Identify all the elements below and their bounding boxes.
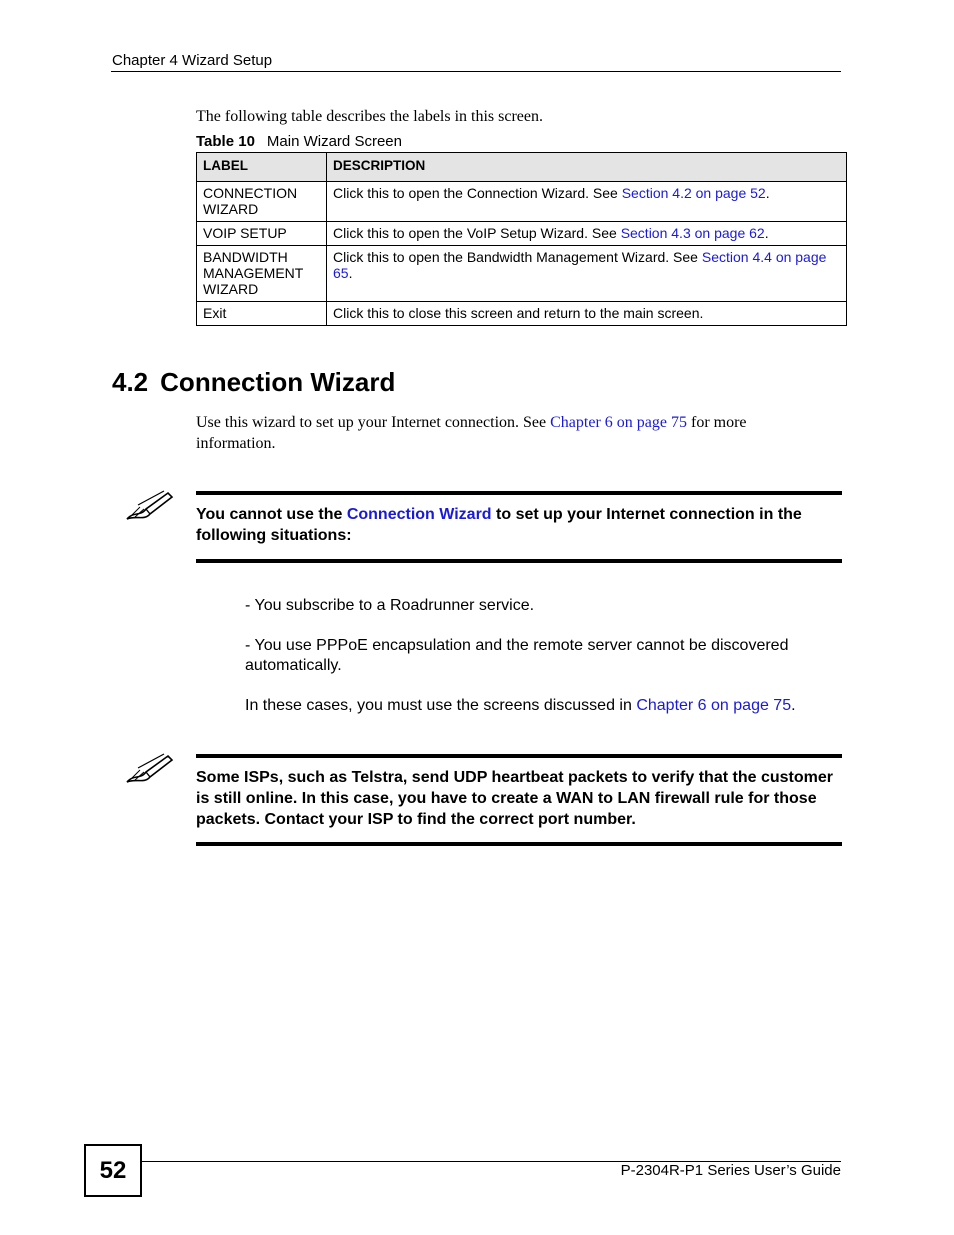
intro-text: The following table describes the labels in this screen. <box>196 108 544 125</box>
note-pen-icon <box>124 489 174 525</box>
cases-text-end: . <box>791 697 796 714</box>
table-header-row <box>197 153 847 182</box>
table-row <box>197 302 847 326</box>
table-row <box>197 182 847 222</box>
note-top-bar <box>196 754 842 758</box>
table-row <box>197 246 847 302</box>
row-label: Exit <box>197 302 327 326</box>
row-description <box>327 246 847 302</box>
row-label <box>197 246 327 302</box>
cases-paragraph <box>245 696 845 716</box>
running-header: Chapter 4 Wizard Setup <box>112 52 273 69</box>
section-link[interactable]: Section 4.2 on page 52 <box>621 185 766 201</box>
note-text: Some ISPs, such as Telstra, send UDP heartbeat packets to verify that the customer is still online. In this case, you have to create a WAN to LAN firewall rule for those packets. Contact your ISP to find the correct port number. <box>196 769 833 828</box>
paragraph-text-end: for more information. <box>196 414 747 452</box>
row-description: Click this to close this screen and return to the main screen. <box>327 302 847 326</box>
section-number: 4.2 <box>112 367 149 397</box>
note-text-start: You cannot use the <box>196 506 347 523</box>
note-bottom-bar <box>196 559 842 563</box>
note-top-bar <box>196 491 842 495</box>
note-pen-icon <box>124 752 174 788</box>
section-title: Connection Wizard <box>160 367 396 397</box>
row-label-text: BANDWIDTH MANAGEMENT WIZARD <box>203 249 304 297</box>
paragraph-text: Use this wizard to set up your Internet connection. See <box>196 414 551 431</box>
row-description-end: . <box>764 225 769 241</box>
row-description <box>327 182 847 222</box>
wizard-table <box>196 152 847 326</box>
table-row <box>197 222 847 246</box>
section-heading <box>112 367 395 398</box>
page-number: 52 <box>84 1144 142 1197</box>
row-label <box>197 182 327 222</box>
row-description <box>327 222 847 246</box>
row-description-text: Click this to open the VoIP Setup Wizard. See <box>333 225 621 241</box>
section-link[interactable]: Section 4.3 on page 62 <box>620 225 765 241</box>
section-paragraph <box>196 412 816 454</box>
col-header-label: LABEL <box>197 153 327 182</box>
row-description-end: . <box>348 265 353 281</box>
table-caption <box>196 133 402 150</box>
row-label-text: CONNECTION WIZARD <box>203 185 298 217</box>
row-description-text: Click this to open the Bandwidth Management Wizard. See <box>333 249 702 265</box>
chapter-link[interactable]: Chapter 6 on page 75 <box>550 414 687 431</box>
note-text-end: to set up your Internet connection in the following situations: <box>196 506 802 544</box>
section-link[interactable]: Section 4.4 on page 65 <box>333 249 827 281</box>
col-header-description: DESCRIPTION <box>327 153 847 182</box>
note-text <box>196 504 842 546</box>
list-item: - You use PPPoE encapsulation and the remote server cannot be discovered automatically. <box>245 637 789 674</box>
note-bottom-bar <box>196 842 842 846</box>
header-rule <box>111 71 841 72</box>
cases-text: In these cases, you must use the screens discussed in <box>245 697 637 714</box>
row-label: VOIP SETUP <box>197 222 327 246</box>
connection-wizard-link[interactable]: Connection Wizard <box>346 506 492 523</box>
chapter-link[interactable]: Chapter 6 on page 75 <box>636 697 792 714</box>
row-description-end: . <box>765 185 770 201</box>
list-item: - You subscribe to a Roadrunner service. <box>245 597 535 614</box>
row-description-text: Click this to open the Connection Wizard. See <box>333 185 622 201</box>
table-caption-label: Table 10 <box>196 133 255 150</box>
table-caption-title: Main Wizard Screen <box>266 133 402 150</box>
guide-title: P-2304R-P1 Series User’s Guide <box>620 1162 841 1179</box>
